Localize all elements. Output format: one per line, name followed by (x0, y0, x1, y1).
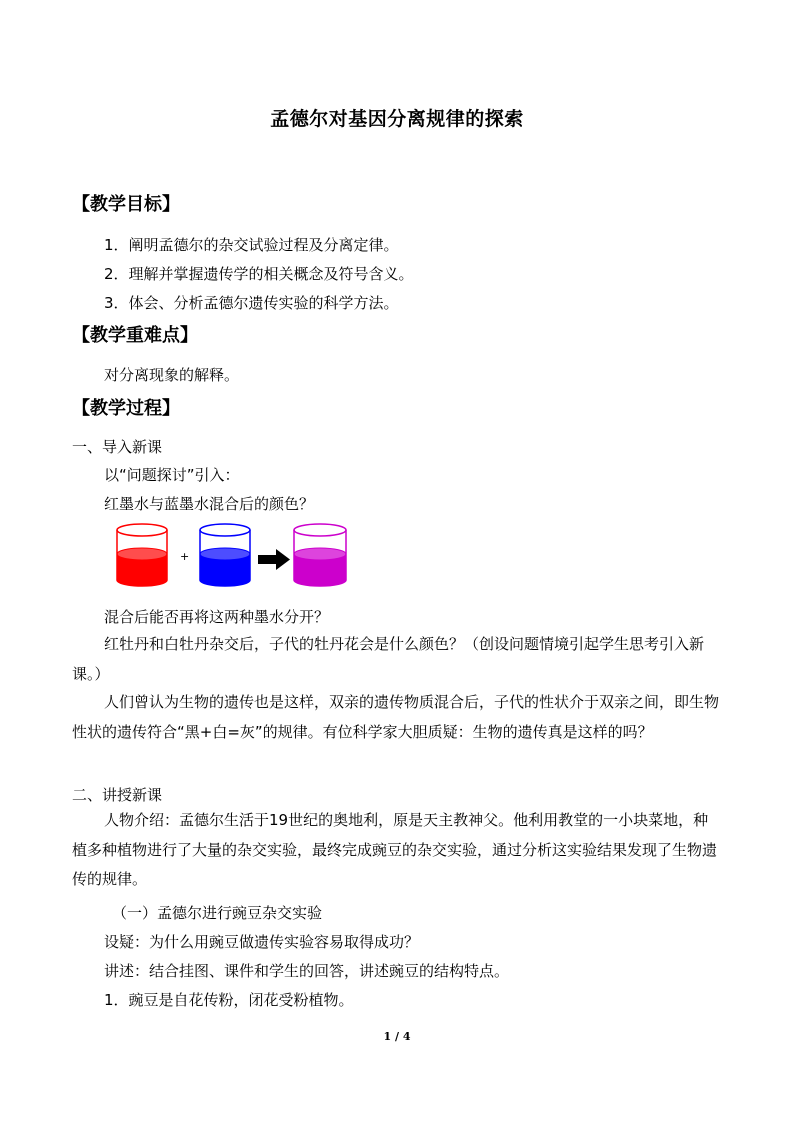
red-ink-beaker-icon (117, 524, 167, 586)
goal-item-3: 3．体会、分析孟德尔遗传实验的科学方法。 (104, 294, 399, 312)
page-number: 1 / 4 (383, 1030, 411, 1043)
plus-sign: + (180, 550, 190, 563)
goals-heading: 【教学目标】 (72, 194, 180, 215)
part1-paragraph-1: 红牡丹和白牡丹杂交后，子代的牡丹花会是什么颜色？（创设问题情境引起学生思考引入新课。） (72, 635, 705, 683)
keypoints-heading: 【教学重难点】 (72, 325, 198, 346)
purple-ink-beaker-icon (294, 524, 346, 586)
ink-mixing-figure (104, 520, 364, 590)
part1-intro: 以“问题探讨”引入： (104, 466, 240, 484)
part1-paragraph-2: 人们曾认为生物的遗传也是这样，双亲的遗传物质混合后，子代的性状介于双亲之间，即生物性状的遗传符合“黑+白=灰”的规律。有位科学家大胆质疑：生物的遗传真是这样的吗？ (72, 693, 720, 741)
process-heading: 【教学过程】 (72, 398, 180, 419)
right-arrow-icon (258, 549, 290, 570)
part2-line-1: 设疑：为什么用豌豆做遗传实验容易取得成功？ (104, 933, 420, 951)
part1-heading: 一、导入新课 (72, 438, 163, 456)
part2-line-2: 讲述：结合挂图、课件和学生的回答，讲述豌豆的结构特点。 (104, 962, 510, 980)
part1-question-2: 混合后能否再将这两种墨水分开？ (104, 608, 330, 626)
keypoints-text: 对分离现象的解释。 (104, 366, 240, 384)
page-title: 孟德尔对基因分离规律的探索 (270, 108, 524, 130)
goal-item-1: 1．阐明孟德尔的杂交试验过程及分离定律。 (104, 236, 399, 254)
part2-subheading: （一）孟德尔进行豌豆杂交实验 (112, 904, 323, 922)
blue-ink-beaker-icon (200, 524, 250, 586)
part2-line-3: 1．豌豆是自花传粉，闭花受粉植物。 (104, 991, 354, 1009)
goal-item-2: 2．理解并掌握遗传学的相关概念及符号含义。 (104, 265, 414, 283)
part2-paragraph-1: 人物介绍：孟德尔生活于19世纪的奥地利，原是天主教神父。他利用教堂的一小块菜地，种植多种植物进行了大量的杂交实验，最终完成豌豆的杂交实验，通过分析这实验结果发现了生物遗传的规律。 (72, 811, 718, 888)
part2-heading: 二、讲授新课 (72, 786, 163, 804)
part1-question: 红墨水与蓝墨水混合后的颜色？ (104, 495, 315, 513)
ink-mixing-diagram (104, 520, 364, 590)
